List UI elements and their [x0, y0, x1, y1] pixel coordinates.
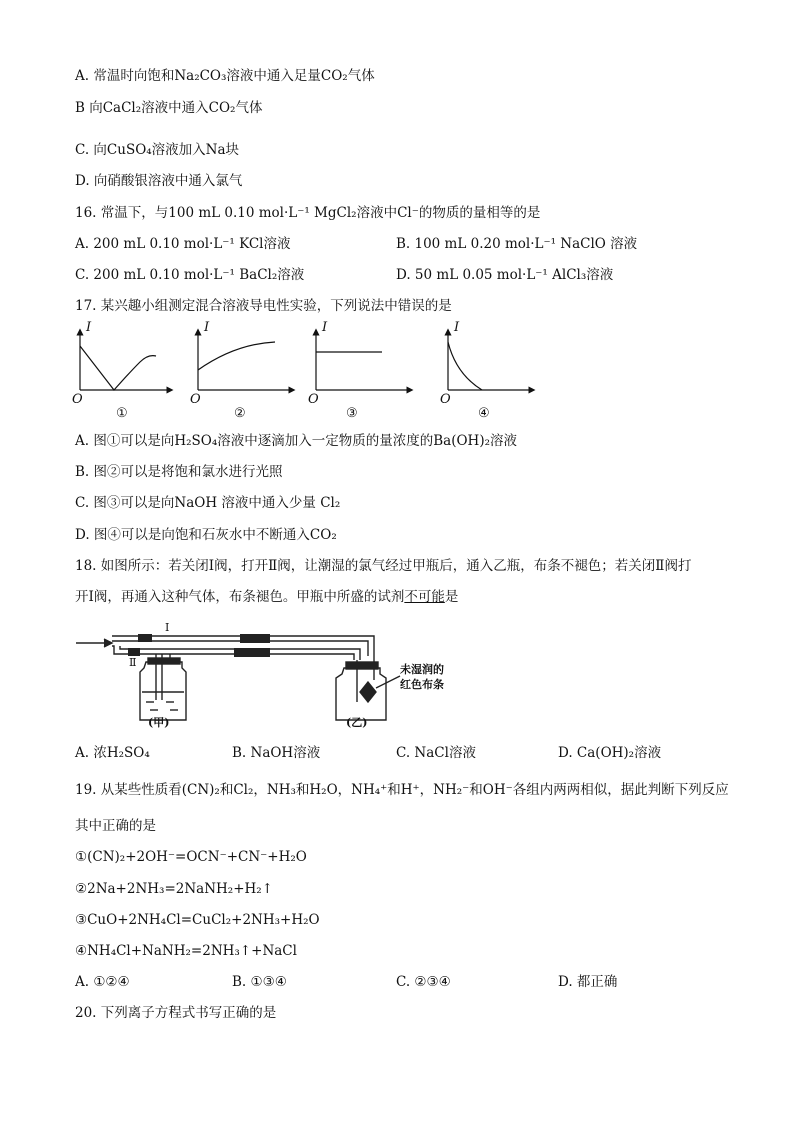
- q19-option-a: A. ①②④: [75, 974, 130, 990]
- graph-2-origin: O: [190, 392, 201, 407]
- graph-3: [316, 332, 410, 390]
- graph-3-caption: ③: [346, 406, 358, 421]
- q17-stem: 17. 某兴趣小组测定混合溶液导电性实验，下列说法中错误的是: [75, 298, 452, 314]
- q15-option-c: C. 向CuSO₄溶液加入Na块: [75, 142, 240, 158]
- q15-option-b: B 向CaCl₂溶液中通入CO₂气体: [75, 100, 263, 116]
- q15-option-a: A. 常温时向饱和Na₂CO₃溶液中通入足量CO₂气体: [75, 68, 375, 84]
- q17-option-c: C. 图③可以是向NaOH 溶液中通入少量 Cl₂: [75, 495, 341, 511]
- graph-1-origin: O: [72, 392, 83, 407]
- q18-option-a: A. 浓H₂SO₄: [75, 745, 150, 761]
- q17-option-d: D. 图④可以是向饱和石灰水中不断通入CO₂: [75, 527, 337, 543]
- q19-reaction-1: ①(CN)₂+2OH⁻=OCN⁻+CN⁻+H₂O: [75, 849, 307, 865]
- graph-4: [448, 332, 532, 390]
- graph-4-origin: O: [440, 392, 451, 407]
- q18-option-b: B. NaOH溶液: [232, 745, 321, 761]
- valve-1-label: I: [165, 621, 170, 634]
- q18-stem-line2: [75, 588, 458, 606]
- bottle-jia-label: (甲): [148, 716, 170, 729]
- q19-reaction-3: ③CuO+2NH₄Cl=CuCl₂+2NH₃+H₂O: [75, 912, 320, 928]
- q17-option-a: A. 图①可以是向H₂SO₄溶液中逐滴加入一定物质的量浓度的Ba(OH)₂溶液: [75, 433, 517, 449]
- q15-option-d: D. 向硝酸银溶液中通入氯气: [75, 173, 243, 189]
- graph-2: [198, 332, 292, 390]
- q18-option-d: D. Ca(OH)₂溶液: [558, 745, 662, 761]
- bottle-yi-label: (乙): [346, 716, 368, 729]
- strip-label-line1: 未湿润的: [400, 663, 444, 676]
- graph-4-caption: ④: [478, 406, 490, 421]
- graph-4-y-label: I: [454, 320, 460, 335]
- valve-2-label: Ⅱ: [129, 656, 137, 669]
- strip-label-line2: 红色布条: [400, 678, 444, 691]
- q16-option-d: D. 50 mL 0.05 mol·L⁻¹ AlCl₃溶液: [396, 267, 614, 283]
- graph-2-y-label: I: [204, 320, 210, 335]
- q17-option-b: B. 图②可以是将饱和氯水进行光照: [75, 464, 283, 480]
- graph-3-y-label: I: [322, 320, 328, 335]
- q20-stem: 20. 下列离子方程式书写正确的是: [75, 1005, 277, 1021]
- q19-option-c: C. ②③④: [396, 974, 451, 990]
- graph-2-caption: ②: [234, 406, 246, 421]
- q17-conductivity-graphs: [70, 322, 540, 422]
- q19-reaction-2: ②2Na+2NH₃=2NaNH₂+H₂↑: [75, 881, 274, 897]
- q18-stem2-part-a: 开Ⅰ阀，再通入这种气体，布条褪色。甲瓶中所盛的试剂: [75, 589, 405, 605]
- q19-reaction-4: ④NH₄Cl+NaNH₂=2NH₃↑+NaCl: [75, 943, 297, 959]
- q16-stem: 16. 常温下，与100 mL 0.10 mol·L⁻¹ MgCl₂溶液中Cl⁻的物质的量相等的是: [75, 205, 541, 221]
- graph-1-y-label: I: [86, 320, 92, 335]
- q19-option-d: D. 都正确: [558, 974, 618, 990]
- q19-stem-line1: 19. 从某些性质看(CN)₂和Cl₂，NH₃和H₂O，NH₄⁺和H⁺，NH₂⁻和OH⁻各组内两两相似，据此判断下列反应: [75, 782, 729, 798]
- graph-1: [80, 332, 170, 390]
- q18-option-c: C. NaCl溶液: [396, 745, 476, 761]
- graph-1-caption: ①: [116, 406, 128, 421]
- q16-option-a: A. 200 mL 0.10 mol·L⁻¹ KCl溶液: [75, 236, 291, 252]
- q18-stem2-part-b: 是: [444, 589, 459, 605]
- q18-emphasis-not-possible: 不可能: [404, 589, 445, 605]
- q19-stem-line2: 其中正确的是: [75, 818, 156, 834]
- q19-option-b: B. ①③④: [232, 974, 287, 990]
- q18-stem-line1: 18. 如图所示：若关闭Ⅰ阀，打开Ⅱ阀，让潮湿的氯气经过甲瓶后，通入乙瓶，布条不褪色；若关闭Ⅱ阀打: [75, 558, 692, 574]
- graph-3-origin: O: [308, 392, 319, 407]
- q16-option-b: B. 100 mL 0.20 mol·L⁻¹ NaClO 溶液: [396, 236, 638, 252]
- q16-option-c: C. 200 mL 0.10 mol·L⁻¹ BaCl₂溶液: [75, 267, 305, 283]
